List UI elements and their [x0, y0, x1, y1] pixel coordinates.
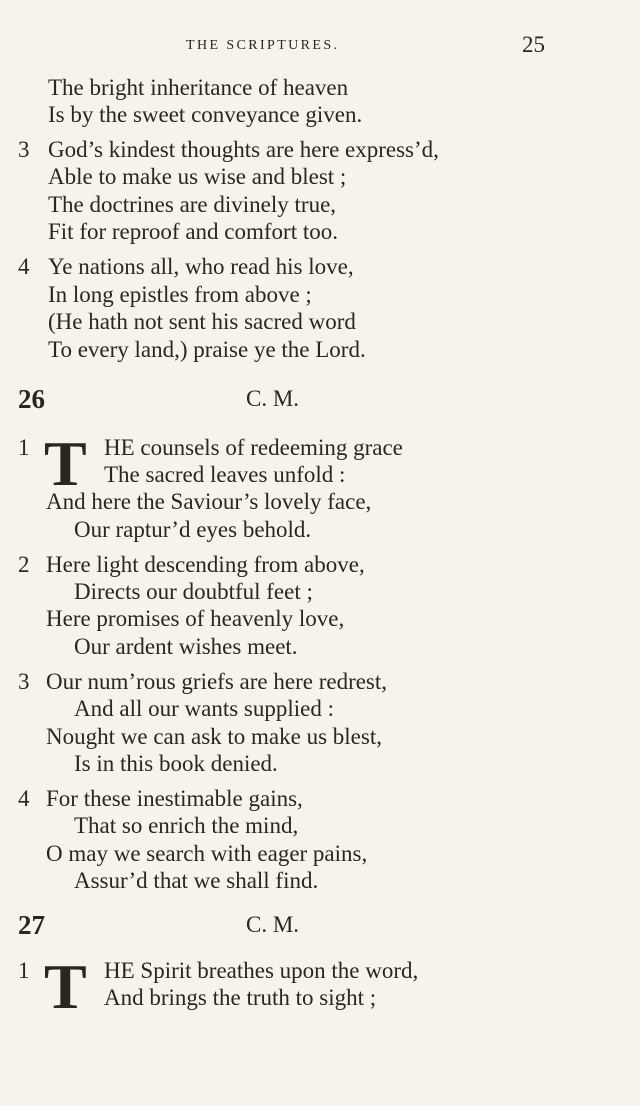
verse-line: Ye nations all, who read his love, — [48, 254, 354, 279]
hymn-number: 27 — [18, 910, 45, 940]
drop-cap: T — [44, 951, 87, 1022]
verse-line: For these inestimable gains, — [46, 786, 303, 811]
page-number: 25 — [522, 32, 545, 57]
page-header — [0, 34, 640, 64]
verse-line: HE counsels of redeeming grace — [104, 435, 403, 460]
verse-number: 2 — [18, 552, 30, 577]
verse-line: Our ardent wishes meet. — [74, 634, 298, 659]
verse-line: God’s kindest thoughts are here express’d, — [48, 137, 439, 162]
hymn-meter: C. M. — [246, 386, 300, 411]
verse-line: O may we search with eager pains, — [46, 841, 368, 866]
verse-number: 3 — [18, 669, 30, 694]
verse-number: 4 — [18, 786, 30, 811]
verse-line: Directs our doubtful feet ; — [74, 579, 313, 604]
verse-line: The doctrines are divinely true, — [48, 192, 337, 217]
verse-line: Assur’d that we shall find. — [74, 868, 319, 893]
verse-line: That so enrich the mind, — [74, 813, 299, 838]
verse-line: HE Spirit breathes upon the word, — [104, 958, 419, 983]
running-head: THE SCRIPTURES. — [186, 38, 340, 53]
hymn-number: 26 — [18, 384, 45, 414]
verse-line: In long epistles from above ; — [48, 282, 312, 307]
verse-line: And here the Saviour’s lovely face, — [46, 489, 372, 514]
verse-line: Nought we can ask to make us blest, — [46, 724, 382, 749]
verse-number: 4 — [18, 254, 30, 279]
verse-line: (He hath not sent his sacred word — [48, 309, 356, 334]
verse-line: And brings the truth to sight ; — [104, 985, 377, 1010]
verse-line: Our num’rous griefs are here redrest, — [46, 669, 388, 694]
verse-line: Able to make us wise and blest ; — [48, 164, 347, 189]
verse-line: Here promises of heavenly love, — [46, 606, 345, 631]
hymn-meter: C. M. — [246, 912, 300, 937]
verse-line: Is in this book denied. — [74, 751, 278, 776]
verse-line: And all our wants supplied : — [74, 696, 334, 721]
verse-line: Is by the sweet conveyance given. — [48, 102, 363, 127]
verse-line: The bright inheritance of heaven — [48, 75, 349, 100]
verse-number: 1 — [18, 435, 30, 460]
verse-line: The sacred leaves unfold : — [104, 462, 346, 487]
verse-number: 3 — [18, 137, 30, 162]
verse-line: To every land,) praise ye the Lord. — [48, 337, 366, 362]
verse-line: Our raptur’d eyes behold. — [74, 517, 312, 542]
verse-line: Here light descending from above, — [46, 552, 365, 577]
verse-line: Fit for reproof and comfort too. — [48, 219, 338, 244]
drop-cap: T — [44, 428, 87, 499]
verse-number: 1 — [18, 958, 30, 983]
